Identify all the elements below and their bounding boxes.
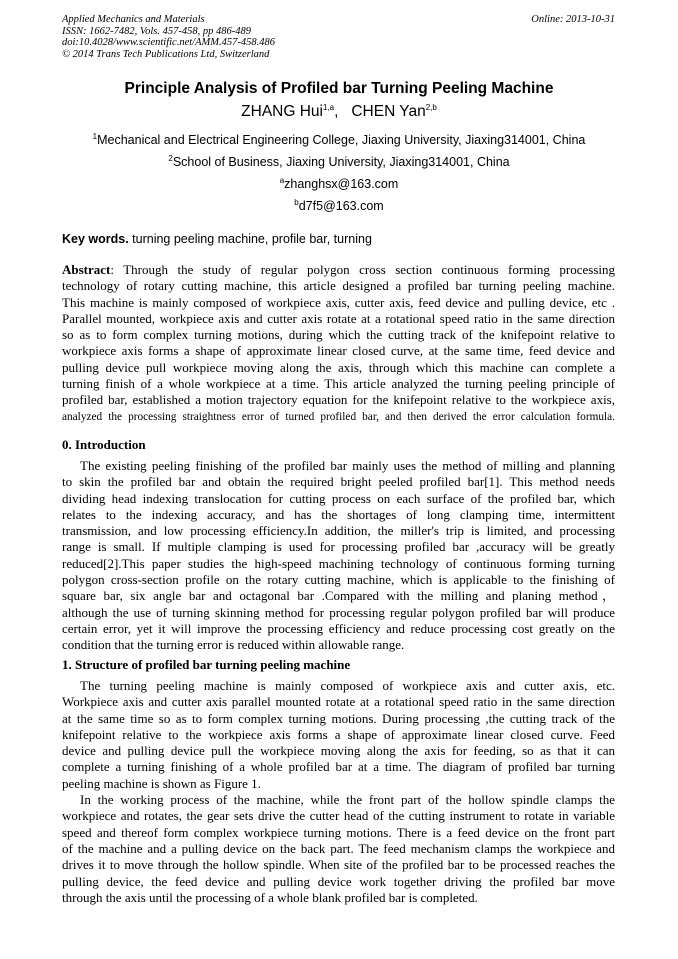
- text-line: through the axis until the processing of a whole blank profiled bar is completed.: [62, 889, 478, 905]
- author-sup: 2,b: [425, 103, 437, 112]
- doi: doi:10.4028/www.scientific.net/AMM.457-458.486: [62, 37, 275, 48]
- aff-text: Mechanical and Electrical Engineering College, Jiaxing University, Jiaxing314001, China: [97, 133, 586, 148]
- keywords-label: Key words.: [62, 232, 129, 246]
- section-body: [62, 458, 615, 654]
- authors: ZHANG Hui$^{1,a}$, CHEN Yan$^{2,b}$: [241, 103, 437, 121]
- section-body: [62, 678, 615, 906]
- keywords-text: turning peeling machine, profile bar, turning: [128, 232, 372, 246]
- text-span: : Through the study of regular polygon cross section continuous forming processing: [110, 262, 615, 277]
- text-line: This machine is mainly composed of workpiece axis, cutter axis, feed device and pulling device, etc .: [62, 294, 615, 310]
- copyright: © 2014 Trans Tech Publications Ltd, Switzerland: [62, 48, 270, 60]
- author-sup: 1,a: [322, 103, 335, 112]
- journal-header: [62, 14, 275, 60]
- aff-sup: 2: [168, 154, 173, 163]
- author-name: ZHANG Hui: [241, 103, 323, 121]
- text-line: speed and thereof form complex workpiece turning motions. There is a feed device on the front part: [62, 824, 615, 840]
- text-line: The turning peeling machine is mainly composed of workpiece axis and cutter axis, etc.: [80, 678, 615, 693]
- text-line: pulling device pull workpiece moving along the axis, through which this machine can complete a: [62, 359, 615, 375]
- text-line: reduced[2].This paper studies the high-speed machining technology of continuous forming turning: [62, 555, 615, 571]
- text-line: polygon cross-section profile on the rotary cutting machine, which is applicable to the finishing of: [62, 572, 615, 588]
- text-line: turning finish of a whole workpiece at a time. This article analyzed the turning peeling principle of: [62, 376, 615, 392]
- email-text: d7f5@163.com: [298, 199, 384, 214]
- text-line: square bar, six angle bar and octagonal bar .Compared with the milling and planing method，: [62, 588, 615, 604]
- abstract: [62, 262, 615, 425]
- keywords: [62, 232, 372, 246]
- text-line: The existing peeling finishing of the profiled bar mainly uses the method of milling and planning: [80, 458, 615, 473]
- text-line: although the use of turning skinning method for processing regular polygon profiled bar will produce: [62, 604, 615, 620]
- text-line: Workpiece axis and cutter axis parallel mounted rotate at a rotational speed ratio in the same direction: [62, 694, 615, 710]
- online-date: Online: 2013-10-31: [531, 14, 615, 25]
- text-line: profiled bar, established a motion trajectory equation for the knifepoint relative to the workpiece axis,: [62, 392, 615, 408]
- text-line: at the same time so as to form complex turning motions. During processing ,the cutting track of the: [62, 710, 615, 726]
- text-line: device and pulling device pull the workpiece moving along the axis for feeding, so as that it can: [62, 743, 615, 759]
- section-heading: 1. Structure of profiled bar turning peeling machine: [62, 657, 351, 672]
- author-name: CHEN Yan: [351, 103, 426, 121]
- text-line: [62, 262, 615, 278]
- affiliation: [0, 154, 678, 169]
- text-line: analyzed the processing straightness error of turned profiled bar, and then derived the error calculation formula.: [62, 410, 615, 423]
- text-line: so as to form complex turning motions, during which the cutting track of the knifepoint relative to: [62, 327, 615, 343]
- text-line: workpiece and rotates, the gear sets drive the cutter head of the cutting instrument to rotate in variable: [62, 808, 615, 824]
- aff-sup: a: [279, 176, 285, 185]
- issn: ISSN: 1662-7482, Vols. 457-458, pp 486-489: [62, 25, 251, 37]
- affiliation: [0, 132, 678, 147]
- paper-title: Principle Analysis of Profiled bar Turning Peeling Machine: [124, 80, 554, 97]
- aff-sup: b: [294, 198, 299, 207]
- text-line: relates to the indexing accuracy, and has the shortages of long clamping time, intermittent: [62, 506, 615, 522]
- text-line: workpiece axis forms a shape of approximate linear closed curve, at the same time, feed device and: [62, 343, 615, 359]
- text-line: of the machine and a pulling device on the back part. The feed mechanism clamps the workpiece and: [62, 840, 615, 856]
- text-line: range is small. If multiple clamping is used for processing profiled bar ,accuracy will be greatly: [62, 539, 615, 555]
- text-line: peeling machine is shown as Figure 1.: [62, 775, 261, 791]
- text-line: In the working process of the machine, while the front part of the hollow spindle clamps the: [80, 792, 615, 808]
- text-line: dividing head indexing translocation for cutting process on each surface of the profiled bar, which: [62, 490, 615, 506]
- text-line: to skin the profiled bar and obtain the required bright peeled profiled bar[1]. This method needs: [62, 474, 615, 490]
- journal-name: Applied Mechanics and Materials: [62, 14, 205, 25]
- section-heading: 0. Introduction: [62, 437, 146, 452]
- text-line: condition that the turning error is reduced within allowable range.: [62, 637, 405, 653]
- aff-text: School of Business, Jiaxing University, Jiaxing314001, China: [172, 155, 510, 170]
- email: [0, 176, 678, 191]
- text-line: drives it to move through the hollow spindle. When site of the profiled bar to be processed reaches the: [62, 857, 615, 873]
- text-line: complete a turning finishing of a whole profiled bar at a time. The diagram of profiled bar turning: [62, 759, 615, 775]
- aff-sup: 1: [92, 132, 98, 141]
- email-text: zhanghsx@163.com: [284, 177, 399, 192]
- text-line: transmission, and low processing efficiency.In addition, the miller's trip is limited, and processing: [62, 523, 615, 539]
- text-line: Parallel mounted, workpiece axis and cutter axis rotate at a rotational speed ratio in the same direction: [62, 310, 615, 326]
- text-line: certain error, yet it will improve the processing efficiency and reduce processing cost greatly on the: [62, 620, 615, 636]
- text-line: technology of rotary cutting machine, this article designed a profiled bar turning peeling machine.: [62, 278, 615, 294]
- abstract-label: Abstract: [62, 262, 111, 277]
- text-line: knifepoint relative to the workpiece axis forms a shape of approximate linear closed curve. Feed: [62, 726, 615, 742]
- text-line: pulling device, the feed device and pulling device work together driving the profiled bar move: [62, 873, 615, 889]
- email: [0, 198, 678, 213]
